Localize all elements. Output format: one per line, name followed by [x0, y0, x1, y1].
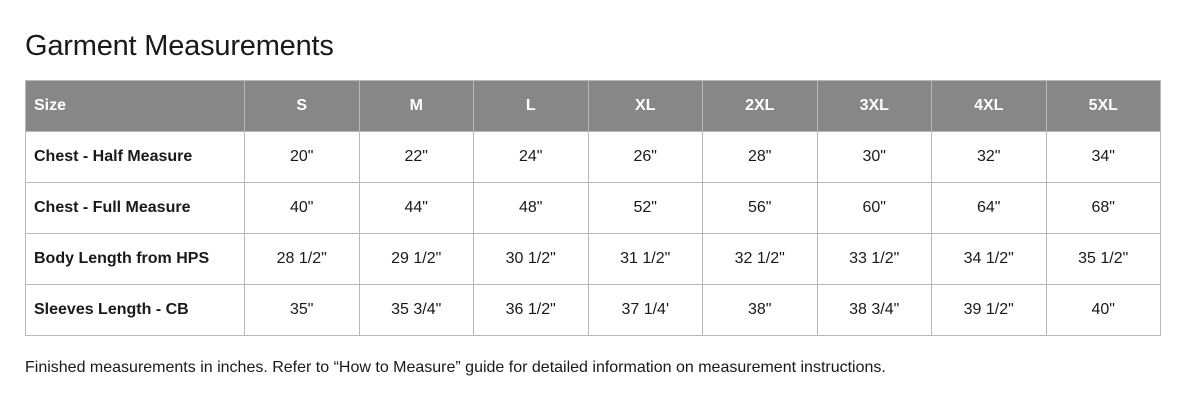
header-size-4xl: 4XL: [932, 81, 1047, 132]
table-cell: 22": [359, 132, 474, 183]
table-cell: 39 1/2": [932, 285, 1047, 336]
row-label: Sleeves Length - CB: [26, 285, 245, 336]
header-size-3xl: 3XL: [817, 81, 932, 132]
table-cell: 44": [359, 183, 474, 234]
table-cell: 38 3/4": [817, 285, 932, 336]
table-cell: 37 1/4': [588, 285, 703, 336]
table-header-row: [26, 81, 1161, 132]
header-size-s: S: [245, 81, 360, 132]
row-label: Body Length from HPS: [26, 234, 245, 285]
table-cell: 20": [245, 132, 360, 183]
table-cell: 60": [817, 183, 932, 234]
table-cell: 35": [245, 285, 360, 336]
header-size-2xl: 2XL: [703, 81, 818, 132]
table-cell: 35 1/2": [1046, 234, 1161, 285]
page-title: Garment Measurements: [25, 30, 334, 62]
header-size-m: M: [359, 81, 474, 132]
table-cell: 33 1/2": [817, 234, 932, 285]
footnote: Finished measurements in inches. Refer to “How to Measure” guide for detailed information on measurement instructions.: [25, 359, 886, 376]
table-cell: 48": [474, 183, 589, 234]
table-cell: 34": [1046, 132, 1161, 183]
table-row: [26, 183, 1161, 234]
row-label: Chest - Full Measure: [26, 183, 245, 234]
measurements-table: [25, 80, 1161, 336]
table-cell: 30": [817, 132, 932, 183]
table-cell: 38": [703, 285, 818, 336]
table-cell: 64": [932, 183, 1047, 234]
table-cell: 28": [703, 132, 818, 183]
table-row: [26, 285, 1161, 336]
table-cell: 26": [588, 132, 703, 183]
header-size-label: Size: [26, 81, 245, 132]
table-cell: 32": [932, 132, 1047, 183]
table-cell: 56": [703, 183, 818, 234]
header-size-xl: XL: [588, 81, 703, 132]
header-size-5xl: 5XL: [1046, 81, 1161, 132]
table-cell: 68": [1046, 183, 1161, 234]
table-cell: 36 1/2": [474, 285, 589, 336]
table-cell: 40": [1046, 285, 1161, 336]
table-cell: 31 1/2": [588, 234, 703, 285]
table-cell: 29 1/2": [359, 234, 474, 285]
row-label: Chest - Half Measure: [26, 132, 245, 183]
table-cell: 40": [245, 183, 360, 234]
table-cell: 35 3/4": [359, 285, 474, 336]
table-cell: 52": [588, 183, 703, 234]
table-cell: 34 1/2": [932, 234, 1047, 285]
table-cell: 24": [474, 132, 589, 183]
header-size-l: L: [474, 81, 589, 132]
table-cell: 28 1/2": [245, 234, 360, 285]
table-row: [26, 234, 1161, 285]
table-row: [26, 132, 1161, 183]
table-cell: 30 1/2": [474, 234, 589, 285]
table-cell: 32 1/2": [703, 234, 818, 285]
